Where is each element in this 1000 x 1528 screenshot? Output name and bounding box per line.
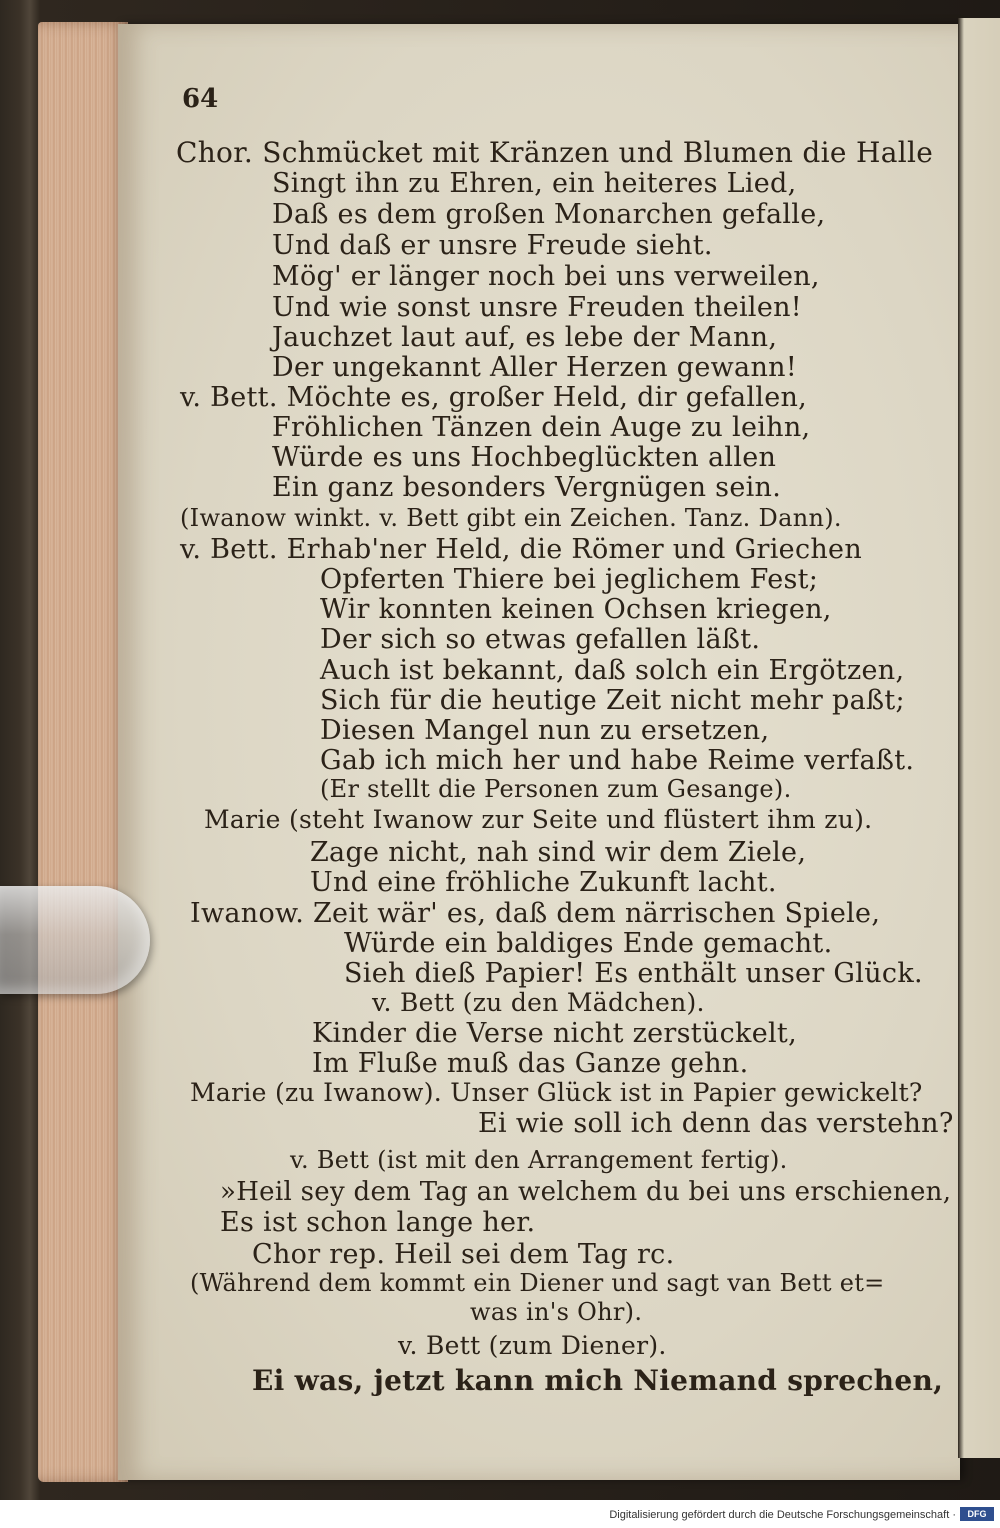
page-block-edge: [38, 22, 128, 1482]
text-line: Im Fluße muß das Ganze gehn.: [312, 1048, 749, 1079]
text-line: Kinder die Verse nicht zerstückelt,: [312, 1018, 797, 1049]
text-line: Auch ist bekannt, daß solch ein Ergötzen,: [320, 655, 905, 686]
text-line: Wir konnten keinen Ochsen kriegen,: [320, 594, 832, 625]
text-line: Der sich so etwas gefallen läßt.: [320, 624, 761, 655]
dfg-logo: DFG: [960, 1507, 994, 1521]
text-line: Chor rep. Heil sei dem Tag rc.: [252, 1239, 675, 1270]
text-line: Iwanow. Zeit wär' es, daß dem närrischen Spiele,: [190, 898, 881, 929]
text-line: Opferten Thiere bei jeglichem Fest;: [320, 564, 819, 595]
text-line: Marie (steht Iwanow zur Seite und flüstert ihm zu).: [204, 805, 873, 834]
text-line: Ei was, jetzt kann mich Niemand sprechen,: [252, 1364, 944, 1397]
footer-credit: Digitalisierung gefördert durch die Deutsche Forschungsgemeinschaft ·: [609, 1509, 956, 1521]
text-line: Zage nicht, nah sind wir dem Ziele,: [310, 837, 807, 868]
text-line: Es ist schon lange her.: [220, 1207, 536, 1238]
text-line: Der ungekannt Aller Herzen gewann!: [272, 352, 797, 383]
text-line: Daß es dem großen Monarchen gefalle,: [272, 199, 826, 230]
text-line: Würde ein baldiges Ende gemacht.: [344, 928, 833, 959]
text-line: Fröhlichen Tänzen dein Auge zu leihn,: [272, 412, 811, 443]
page-clip: [0, 886, 150, 994]
text-line: v. Bett (ist mit den Arrangement fertig).: [290, 1146, 788, 1174]
stage-direction: was in's Ohr).: [470, 1298, 643, 1326]
text-line: »Heil sey dem Tag an welchem du bei uns erschienen,: [220, 1177, 952, 1207]
stage-direction: (Während dem kommt ein Diener und sagt van Bett et=: [190, 1269, 885, 1297]
text-line: Und daß er unsre Freude sieht.: [272, 230, 713, 261]
text-line: v. Bett. Erhab'ner Held, die Römer und Griechen: [180, 534, 863, 565]
text-line: Sich für die heutige Zeit nicht mehr paßt;: [320, 685, 905, 716]
text-line: Und wie sonst unsre Freuden theilen!: [272, 292, 802, 323]
text-line: Diesen Mangel nun zu ersetzen,: [320, 715, 770, 746]
text-line: Marie (zu Iwanow). Unser Glück ist in Papier gewickelt?: [190, 1078, 923, 1107]
text-line: Jauchzet laut auf, es lebe der Mann,: [272, 322, 778, 353]
text-line: v. Bett. Möchte es, großer Held, dir gefallen,: [180, 382, 808, 413]
text-line: Und eine fröhliche Zukunft lacht.: [310, 867, 777, 898]
footer-bar: [0, 1500, 1000, 1528]
stage-direction: (Iwanow winkt. v. Bett gibt ein Zeichen. Tanz. Dann).: [180, 504, 842, 532]
text-line: Sieh dieß Papier! Es enthält unser Glück.: [344, 958, 923, 989]
text-line: v. Bett (zu den Mädchen).: [372, 988, 705, 1017]
text-line: Gab ich mich her und habe Reime verfaßt.: [320, 745, 915, 776]
stage-direction: (Er stellt die Personen zum Gesange).: [320, 775, 792, 803]
text-line: Würde es uns Hochbeglückten allen: [272, 442, 777, 473]
text-line: Ein ganz besonders Vergnügen sein.: [272, 472, 782, 503]
text-line: Ei wie soll ich denn das verstehn?: [478, 1108, 954, 1139]
next-page-edge: [958, 18, 1000, 1458]
page-number: 64: [182, 84, 219, 114]
text-line: Mög' er länger noch bei uns verweilen,: [272, 261, 820, 292]
text-line: Chor. Schmücket mit Kränzen und Blumen die Halle: [176, 136, 934, 169]
text-line: v. Bett (zum Diener).: [398, 1331, 667, 1360]
text-line: Singt ihn zu Ehren, ein heiteres Lied,: [272, 168, 797, 199]
